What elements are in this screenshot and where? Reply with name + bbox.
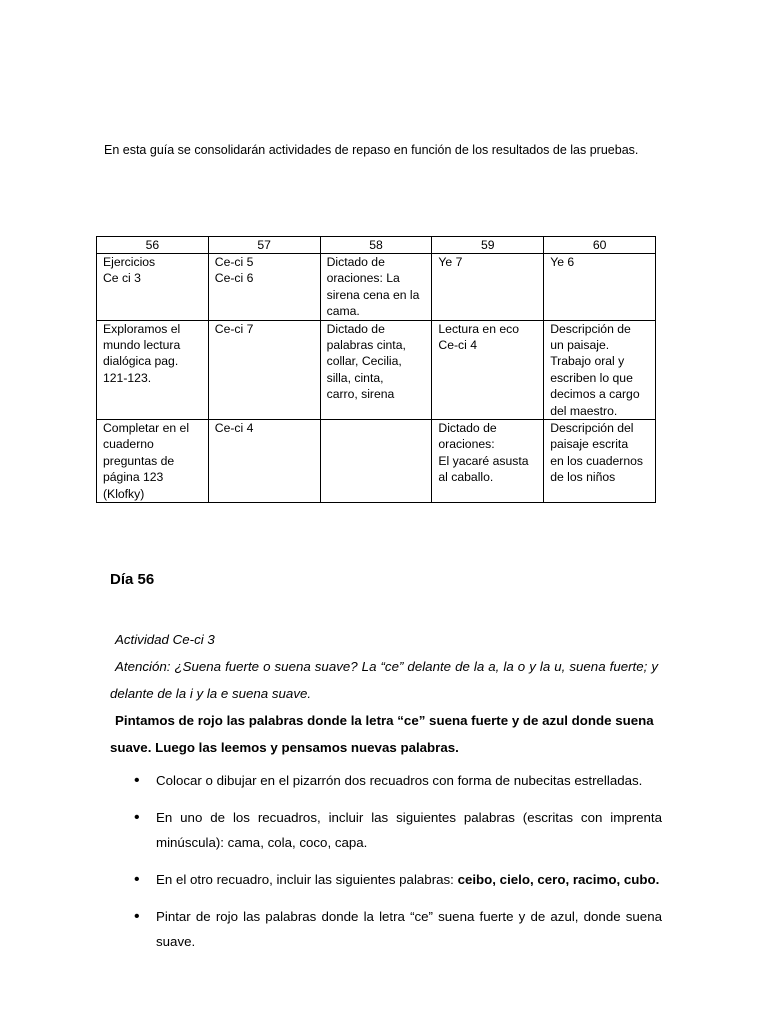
table-cell [432,254,544,321]
cell-line: mundo lectura [103,338,181,353]
header-cell: 58 [320,237,432,254]
step-words-bold: ceibo, cielo, cero, racimo, cubo. [457,872,660,887]
cell-line: Dictado de [326,255,385,269]
intro-text: En esta guía se consolidarán actividades de repaso en función de los resultados de las pruebas. [104,143,639,157]
cell-line: Ce-ci 5 [214,255,254,269]
bullet-icon: • [134,871,140,888]
bullet-icon: • [134,809,140,826]
cell-line: silla, cinta, [326,370,384,385]
table-cell [544,420,656,503]
cell-line: El yacaré asusta [438,453,529,468]
cell-line: cama. [326,304,360,319]
cell-line: Exploramos el [103,321,181,336]
attention-note: Atención: ¿Suena fuerte o suena suave? La “ce” delante de la a, la o y la u, suena fuerte; y delante de la i y la e suena suave. [110,659,658,701]
cell-line: Ce-ci 6 [214,271,254,286]
cell-line: Ye 6 [550,255,575,269]
table-cell [97,320,209,419]
cell-line: cuaderno [103,437,154,452]
cell-line: (Klofky) [103,486,145,501]
table-cell [432,420,544,503]
cell-line: Trabajo oral y [550,354,625,369]
step-text: Colocar o dibujar en el pizarrón dos recuadros con forma de nubecitas estrelladas. [156,773,643,788]
cell-line: oraciones: La [326,271,400,286]
cell-line: Dictado de [438,421,497,436]
table-cell [208,254,320,321]
cell-line: al caballo. [438,470,494,485]
cell-line: de los niños [550,470,616,485]
cell-line: escriben lo que [550,370,633,385]
table-cell [544,254,656,321]
cell-line: carro, sirena [326,387,395,402]
instruction-text: Pintamos de rojo las palabras donde la letra “ce” suena fuerte y de azul donde suena suave. Luego las leemos y pensamos nuevas palabras. [110,713,654,755]
table-row [97,320,656,419]
table-cell [320,420,432,503]
table-row [97,420,656,503]
cell-line: Ce-ci 4 [438,338,477,353]
cell-line: Ejercicios [103,255,156,269]
step-text: Pintar de rojo las palabras donde la letra “ce” suena fuerte y de azul, donde suena suave. [156,909,662,949]
list-item [110,867,662,892]
cell-line: decimos a cargo [550,387,640,402]
cell-line: Dictado de [326,321,385,336]
header-cell: 59 [432,237,544,254]
cell-line: dialógica pag. [103,354,179,369]
cell-line: Lectura en eco [438,321,520,336]
cell-line: Descripción del [550,421,634,436]
cell-line: 121-123. [103,370,152,385]
cell-line: del maestro. [550,403,618,418]
list-item [110,768,662,793]
cell-line: paisaje escrita [550,437,629,452]
cell-line: página 123 [103,470,164,485]
header-cell: 60 [544,237,656,254]
bullet-icon: • [134,772,140,789]
table-cell [208,320,320,419]
header-cell: 57 [208,237,320,254]
table-cell [320,320,432,419]
cell-line: un paisaje. [550,338,610,353]
step-text: En el otro recuadro, incluir las siguientes palabras: [156,872,458,887]
step-text: En uno de los recuadros, incluir las siguientes palabras (escritas con imprenta minúscula): cama, cola, coco, capa. [156,810,662,850]
cell-line: Ce-ci 7 [214,321,254,336]
cell-line: Ce ci 3 [103,271,141,286]
cell-line: Completar en el [103,421,190,436]
table-cell [97,254,209,321]
activity-title: Actividad Ce-ci 3 [115,632,215,647]
cell-line: collar, Cecilia, [326,354,402,369]
cell-line: en los cuadernos [550,453,644,468]
list-item [110,904,662,954]
steps-list [110,768,662,966]
table-cell [97,420,209,503]
cell-line: Ce-ci 4 [214,421,254,436]
cell-line: palabras cinta, [326,338,406,353]
cell-line: Ye 7 [438,255,463,269]
table-cell [208,420,320,503]
cell-line: Descripción de [550,321,631,336]
bullet-icon: • [134,908,140,925]
list-item [110,805,662,855]
header-cell: 56 [97,237,209,254]
table-header-row [97,237,656,254]
table-cell [544,320,656,419]
table-row [97,254,656,321]
cell-line: preguntas de [103,453,175,468]
day-title: Día 56 [110,571,155,588]
cell-line: oraciones: [438,437,495,452]
table-cell [432,320,544,419]
table-cell [320,254,432,321]
schedule-table [96,236,656,503]
cell-line: sirena cena en la [326,287,420,302]
